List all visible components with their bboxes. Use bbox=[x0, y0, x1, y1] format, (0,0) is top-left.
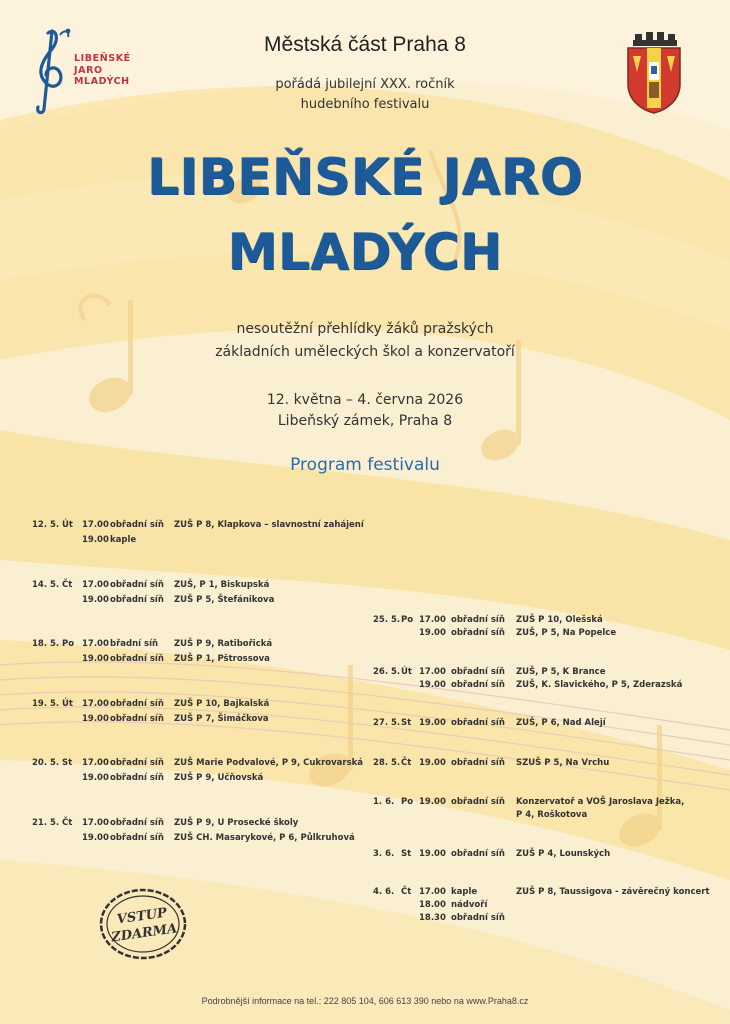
event-time: 19.00 bbox=[419, 758, 446, 768]
event-time: 19.00 bbox=[419, 849, 446, 859]
event-date: 19. 5. bbox=[32, 699, 60, 709]
event-time: 19.00 bbox=[419, 718, 446, 728]
intro-line-2: hudebního festivalu bbox=[300, 97, 430, 112]
logo-line-1: LIBEŇSKÉ bbox=[74, 53, 131, 64]
event-room: kaple bbox=[110, 535, 137, 545]
event-day: Čt bbox=[401, 887, 412, 897]
event-date: 26. 5. bbox=[373, 667, 401, 677]
event-school: SZUŠ P 5, Na Vrchu bbox=[516, 758, 610, 768]
subtitle-line-2: základních uměleckých škol a konzervatoří bbox=[215, 344, 515, 360]
event-day: Po bbox=[62, 639, 75, 649]
organizer-name: Městská část Praha 8 bbox=[264, 33, 466, 56]
event-room: obřadní síň bbox=[110, 699, 164, 709]
event-room: obřadní síň bbox=[451, 628, 505, 638]
event-school: ZUŠ, P 6, Nad Alejí bbox=[516, 718, 606, 728]
event-school: ZUŠ, K. Slavického, P 5, Zderazská bbox=[516, 680, 683, 690]
event-room: obřadní síň bbox=[451, 615, 505, 625]
event-time: 17.00 bbox=[82, 818, 109, 828]
event-day: St bbox=[401, 718, 412, 728]
event-date: 20. 5. bbox=[32, 758, 60, 768]
event-room: obřadní síň bbox=[110, 595, 164, 605]
event-room: obřadní síň bbox=[110, 833, 164, 843]
event-time: 17.00 bbox=[82, 639, 109, 649]
stamp-line-1: VSTUP bbox=[116, 905, 168, 928]
event-school: Konzervatoř a VOŠ Jaroslava Ježka, bbox=[516, 797, 685, 807]
intro-line-1: pořádá jubilejní XXX. ročník bbox=[275, 77, 455, 92]
free-entry-stamp bbox=[98, 887, 188, 962]
festival-venue: Libeňský zámek, Praha 8 bbox=[277, 413, 453, 429]
festival-title-line-2: MLADÝCH bbox=[227, 223, 503, 281]
logo-line-2: JARO bbox=[74, 64, 103, 76]
event-day: Út bbox=[401, 667, 412, 677]
event-room: obřadní síň bbox=[110, 654, 164, 664]
event-school: ZUŠ P 10, Bajkalská bbox=[174, 699, 270, 709]
event-date: 12. 5. bbox=[32, 520, 60, 530]
event-date: 21. 5. bbox=[32, 818, 60, 828]
event-date: 1. 6. bbox=[373, 797, 395, 807]
event-room: obřadní síň bbox=[110, 818, 164, 828]
event-time: 17.00 bbox=[419, 615, 446, 625]
event-school: ZUŠ P 9, Učňovská bbox=[174, 773, 264, 783]
event-day: Út bbox=[62, 699, 73, 709]
event-day: Út bbox=[62, 520, 73, 530]
event-room: obřadní síň bbox=[110, 580, 164, 590]
program-heading: Program festivalu bbox=[290, 455, 440, 475]
event-date: 4. 6. bbox=[373, 887, 395, 897]
stamp-line-2: ZDARMA bbox=[110, 921, 179, 946]
event-time: 19.00 bbox=[419, 797, 446, 807]
event-room: obřadní síň bbox=[110, 520, 164, 530]
event-time: 19.00 bbox=[419, 628, 446, 638]
event-time: 18.00 bbox=[419, 900, 446, 910]
event-time: 19.00 bbox=[82, 714, 109, 724]
event-school: ZUŠ CH. Masarykové, P 6, Půlkruhová bbox=[174, 833, 355, 843]
footer-contact: Podrobnější informace na tel.: 222 805 104, 606 613 390 nebo na www.Praha8.cz bbox=[201, 996, 529, 1006]
event-date: 3. 6. bbox=[373, 849, 395, 859]
event-school: ZUŠ P 10, Olešská bbox=[516, 615, 603, 625]
event-date: 27. 5. bbox=[373, 718, 401, 728]
event-room: obřadní síň bbox=[451, 680, 505, 690]
event-school: ZUŠ P 1, Pštrossova bbox=[174, 654, 270, 664]
event-school: ZUŠ P 5, Štefánikova bbox=[174, 595, 275, 605]
logo-line-3: MLADÝCH bbox=[74, 76, 130, 87]
event-time: 17.00 bbox=[419, 887, 446, 897]
event-room: obřadní síň bbox=[110, 714, 164, 724]
event-school: ZUŠ, P 5, Na Popelce bbox=[516, 628, 617, 638]
event-room: obřadní síň bbox=[451, 758, 505, 768]
event-school: ZUŠ Marie Podvalové, P 9, Cukrovarská bbox=[174, 758, 364, 768]
event-school: ZUŠ, P 5, K Brance bbox=[516, 667, 606, 677]
event-time: 17.00 bbox=[82, 580, 109, 590]
event-time: 19.00 bbox=[82, 535, 109, 545]
event-room: nádvoří bbox=[451, 900, 488, 910]
event-time: 19.00 bbox=[82, 595, 109, 605]
event-school: ZUŠ P 7, Šimáčkova bbox=[174, 714, 269, 724]
event-room: břadní síň bbox=[110, 639, 159, 649]
event-room: obřadní síň bbox=[451, 797, 505, 807]
event-day: Čt bbox=[62, 580, 73, 590]
event-day: St bbox=[401, 849, 412, 859]
event-school: ZUŠ P 9, U Prosecké školy bbox=[174, 818, 299, 828]
event-date: 18. 5. bbox=[32, 639, 60, 649]
event-room: obřadní síň bbox=[110, 758, 164, 768]
event-time: 17.00 bbox=[82, 758, 109, 768]
event-room: obřadní síň bbox=[110, 773, 164, 783]
event-day: St bbox=[62, 758, 73, 768]
event-time: 19.00 bbox=[82, 773, 109, 783]
event-school: ZUŠ P 8, Klapkova – slavnostní zahájení bbox=[174, 520, 364, 530]
subtitle-line-1: nesoutěžní přehlídky žáků pražských bbox=[236, 321, 494, 337]
event-day: Po bbox=[401, 797, 414, 807]
festival-title-line-1: LIBEŇSKÉ JARO bbox=[147, 148, 583, 206]
event-room: obřadní síň bbox=[451, 718, 505, 728]
event-day: Čt bbox=[401, 758, 412, 768]
event-time: 18.30 bbox=[419, 913, 446, 923]
event-time: 17.00 bbox=[419, 667, 446, 677]
event-room: obřadní síň bbox=[451, 667, 505, 677]
event-school: P 4, Roškotova bbox=[516, 810, 588, 820]
event-room: obřadní síň bbox=[451, 913, 505, 923]
event-room: obřadní síň bbox=[451, 849, 505, 859]
event-day: Po bbox=[401, 615, 414, 625]
event-room: kaple bbox=[451, 887, 478, 897]
festival-dates: 12. května – 4. června 2026 bbox=[266, 392, 464, 408]
event-time: 19.00 bbox=[82, 654, 109, 664]
event-date: 25. 5. bbox=[373, 615, 401, 625]
event-school: ZUŠ P 9, Ratibořická bbox=[174, 639, 273, 649]
event-day: Čt bbox=[62, 818, 73, 828]
event-school: ZUŠ P 4, Lounských bbox=[516, 849, 611, 859]
event-time: 19.00 bbox=[419, 680, 446, 690]
event-date: 14. 5. bbox=[32, 580, 60, 590]
event-school: ZUŠ, P 1, Biskupská bbox=[174, 580, 270, 590]
event-time: 19.00 bbox=[82, 833, 109, 843]
event-date: 28. 5. bbox=[373, 758, 401, 768]
event-school: ZUŠ P 8, Taussigova - závěrečný koncert bbox=[516, 887, 710, 897]
event-time: 17.00 bbox=[82, 520, 109, 530]
event-time: 17.00 bbox=[82, 699, 109, 709]
